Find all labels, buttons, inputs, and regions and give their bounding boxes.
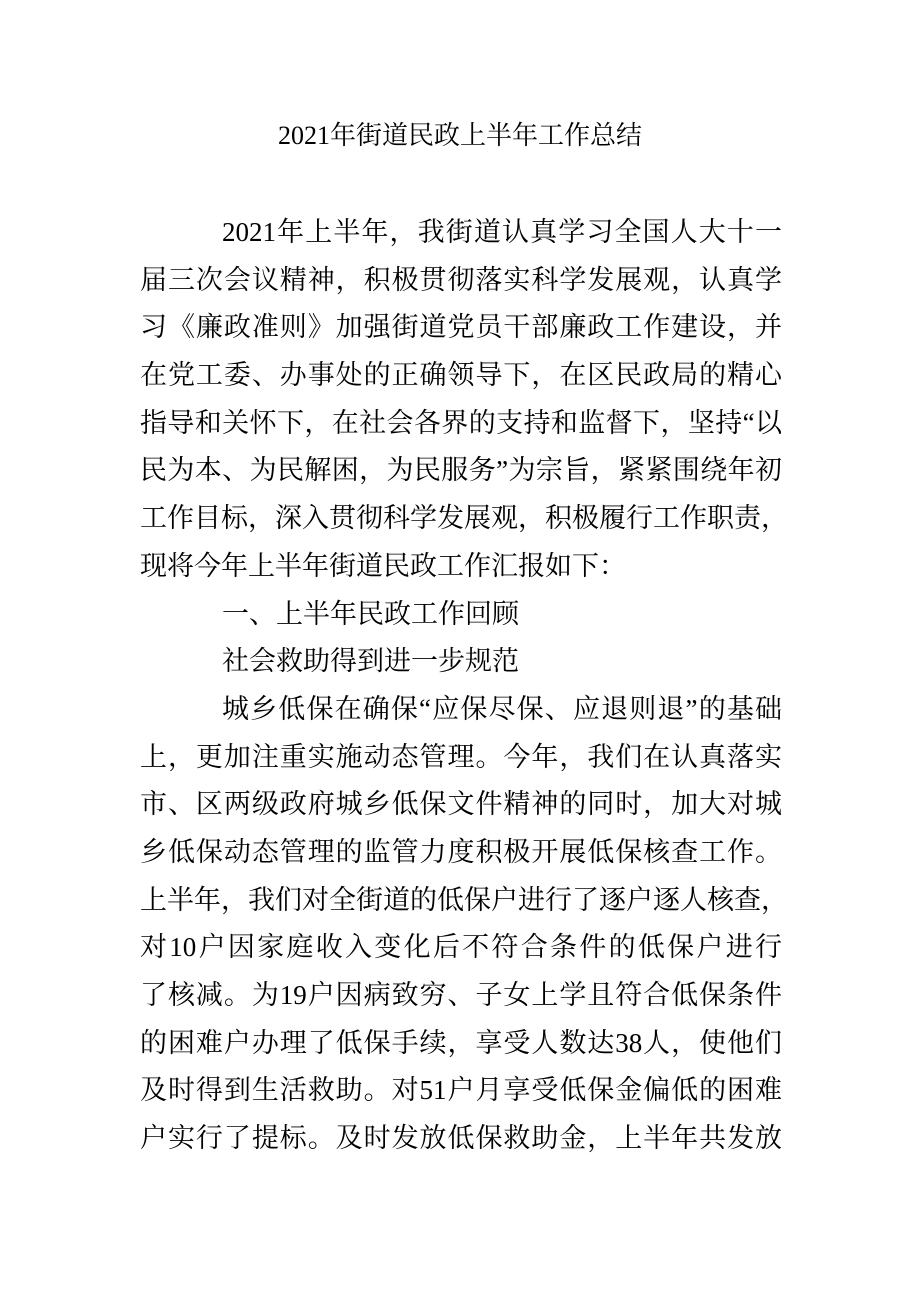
- text-line: 对10户因家庭收入变化后不符合条件的低保户进行: [140, 932, 782, 963]
- document-body: [140, 209, 788, 1163]
- text-line: 民为本、为民解困，为民服务”为宗旨，紧紧围绕年初: [140, 455, 782, 486]
- text-line: 届三次会议精神，积极贯彻落实科学发展观，认真学: [140, 264, 782, 295]
- text-line: 现将今年上半年街道民政工作汇报如下：: [140, 550, 626, 581]
- text-line: 指导和关怀下，在社会各界的支持和监督下，坚持“以: [140, 407, 782, 438]
- text-line: 及时得到生活救助。对51户月享受低保金偏低的困难: [140, 1075, 782, 1106]
- text-line: 一、上半年民政工作回顾: [222, 598, 519, 629]
- text-line: 上半年，我们对全街道的低保户进行了逐户逐人核查，: [140, 884, 788, 915]
- text-line: 上，更加注重实施动态管理。今年，我们在认真落实: [140, 741, 782, 772]
- text-line: 了核减。为19户因病致穷、子女上学且符合低保条件: [140, 980, 782, 1010]
- text-line: 城乡低保在确保“应保尽保、应退则退”的基础: [222, 693, 782, 724]
- text-line: 工作目标，深入贯彻科学发展观，积极履行工作职责，: [140, 503, 788, 534]
- text-line: 市、区两级政府城乡低保文件精神的同时，加大对城: [140, 789, 782, 820]
- text-line: 在党工委、办事处的正确领导下，在区民政局的精心: [140, 360, 782, 391]
- text-line: 乡低保动态管理的监管力度积极开展低保核查工作。: [140, 836, 782, 867]
- text-line: 户实行了提标。及时发放低保救助金，上半年共发放: [140, 1123, 782, 1154]
- text-line: 习《廉政准则》加强街道党员干部廉政工作建设，并: [140, 312, 782, 343]
- text-line: 2021年上半年，我街道认真学习全国人大十一: [222, 217, 782, 247]
- text-line: 的困难户办理了低保手续，享受人数达38人，使他们: [140, 1027, 782, 1058]
- document-title: 2021年街道民政上半年工作总结: [277, 121, 642, 150]
- text-line: 社会救助得到进一步规范: [222, 646, 519, 677]
